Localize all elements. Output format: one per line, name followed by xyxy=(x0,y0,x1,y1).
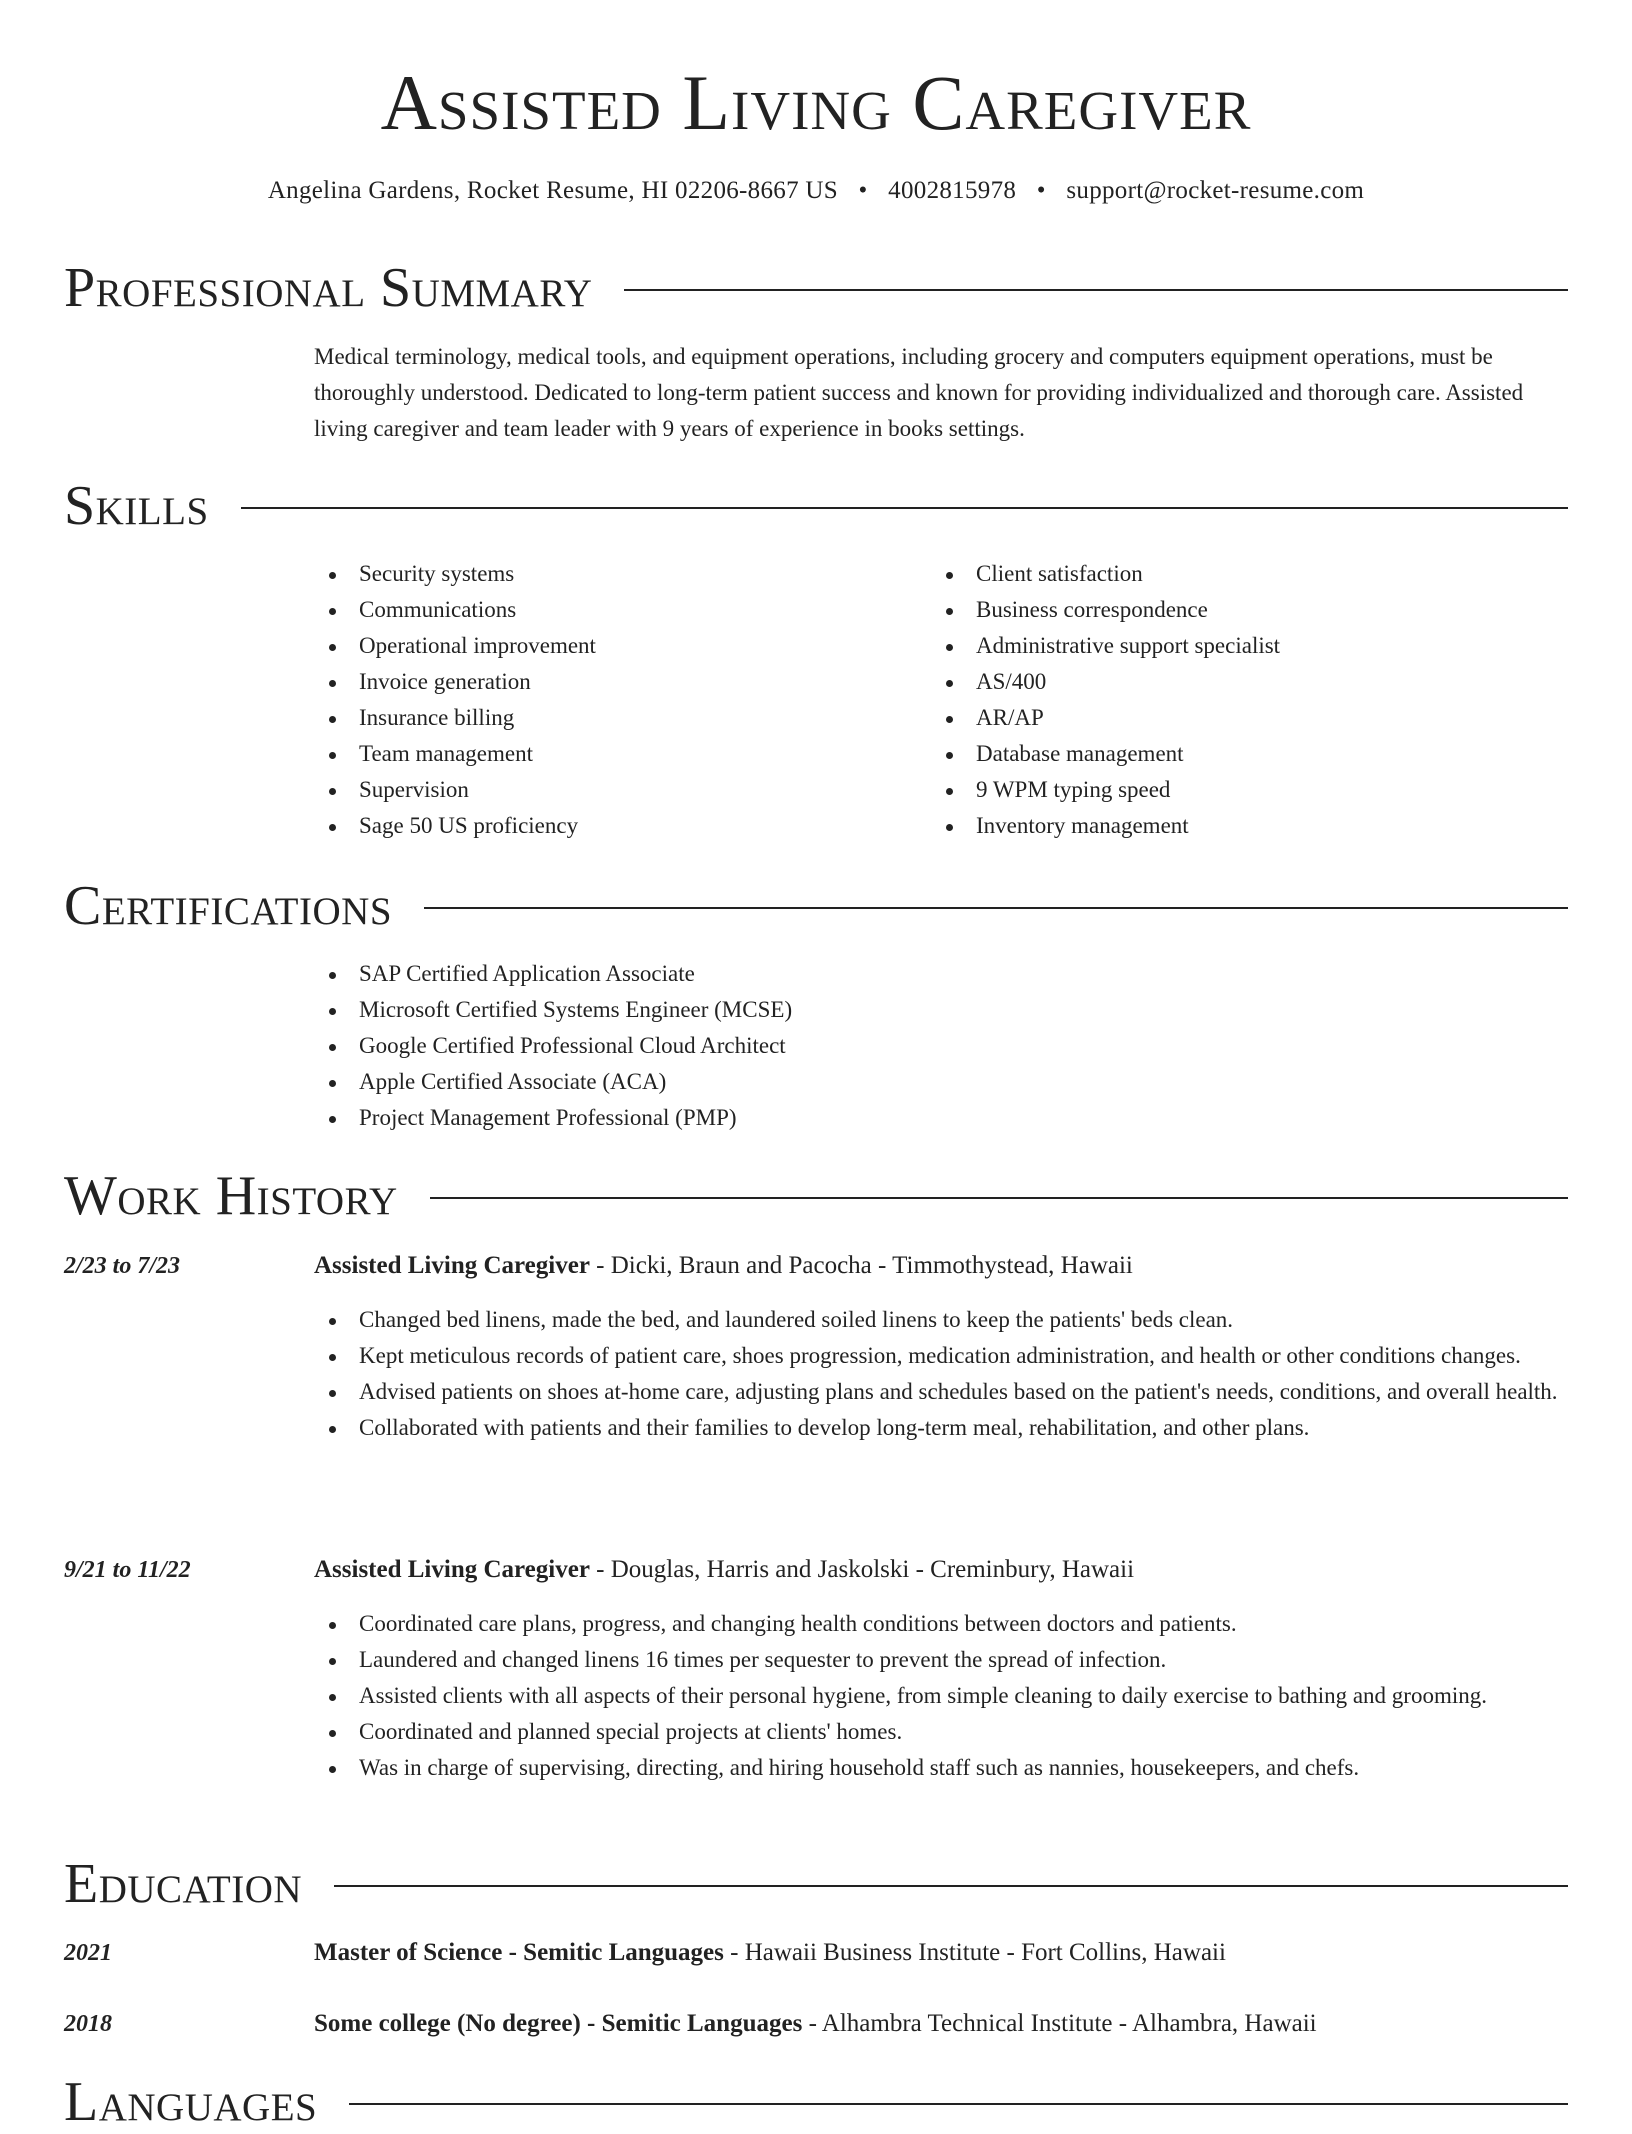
education-year: 2018 xyxy=(64,2011,112,2037)
certifications-section-header xyxy=(64,874,1568,938)
skill-item: Team management xyxy=(314,736,914,772)
certification-item: Google Certified Professional Cloud Architect xyxy=(314,1028,1568,1064)
education-entry xyxy=(314,1935,1226,1971)
job-dates: 9/21 to 11/22 xyxy=(64,1557,191,1583)
job-description xyxy=(314,1606,1568,1786)
job-title: Assisted Living Caregiver xyxy=(314,1556,590,1583)
skill-item: AS/400 xyxy=(931,664,1531,700)
contact-separator: • xyxy=(858,177,868,204)
work-section-header xyxy=(64,1164,1568,1228)
skill-item: Business correspondence xyxy=(931,592,1531,628)
skill-item: Inventory management xyxy=(931,808,1531,844)
skill-item: Client satisfaction xyxy=(931,556,1531,592)
skill-item: Invoice generation xyxy=(314,664,914,700)
job-bullets xyxy=(314,1606,1568,1786)
job-header xyxy=(314,1552,1134,1588)
job-header xyxy=(314,1248,1133,1284)
skill-item: Insurance billing xyxy=(314,700,914,736)
skill-item: Database management xyxy=(931,736,1531,772)
skill-item: Administrative support specialist xyxy=(931,628,1531,664)
education-degree: Some college (No degree) - Semitic Languages xyxy=(314,2010,803,2037)
skill-item: 9 WPM typing speed xyxy=(931,772,1531,808)
certification-item: Apple Certified Associate (ACA) xyxy=(314,1064,1568,1100)
resume-name: Assisted Living Caregiver xyxy=(380,59,1252,146)
section-divider xyxy=(430,1197,1568,1199)
job-bullet: Advised patients on shoes at-home care, adjusting plans and schedules based on the patient's needs, conditions, and overall health. xyxy=(314,1374,1568,1410)
section-divider xyxy=(624,289,1568,291)
section-title-work: Work History xyxy=(64,1165,398,1227)
section-divider xyxy=(349,2103,1568,2105)
job-description xyxy=(314,1302,1568,1446)
section-title-summary: Professional Summary xyxy=(64,257,593,319)
job-bullet: Assisted clients with all aspects of their personal hygiene, from simple cleaning to daily exercise to bathing and grooming. xyxy=(314,1678,1568,1714)
certification-item: SAP Certified Application Associate xyxy=(314,956,1568,992)
skill-item: Security systems xyxy=(314,556,914,592)
job-employer-location: - Dicki, Braun and Pacocha - Timmothystead, Hawaii xyxy=(589,1252,1133,1279)
education-school-location: - Alhambra Technical Institute - Alhambra, Hawaii xyxy=(802,2010,1317,2037)
skill-item: Sage 50 US proficiency xyxy=(314,808,914,844)
education-entry xyxy=(314,2006,1317,2042)
job-bullet: Was in charge of supervising, directing, and hiring household staff such as nannies, housekeepers, and chefs. xyxy=(314,1750,1568,1786)
skill-item: Communications xyxy=(314,592,914,628)
skill-item: Operational improvement xyxy=(314,628,914,664)
section-title-certifications: Certifications xyxy=(64,875,393,937)
certification-item: Microsoft Certified Systems Engineer (MCSE) xyxy=(314,992,1568,1028)
contact-line xyxy=(0,174,1632,208)
job-employer-location: - Douglas, Harris and Jaskolski - Creminbury, Hawaii xyxy=(589,1556,1135,1583)
skill-item: AR/AP xyxy=(931,700,1531,736)
certifications-list xyxy=(314,956,1568,1136)
contact-address: Angelina Gardens, Rocket Resume, HI 02206-8667 US xyxy=(267,177,838,204)
education-year: 2021 xyxy=(64,1940,112,1966)
skills-list-right xyxy=(931,556,1531,844)
skills-list-left xyxy=(314,556,914,844)
contact-phone: 4002815978 xyxy=(888,177,1017,204)
skills-section-header xyxy=(64,474,1568,538)
job-bullet: Coordinated and planned special projects at clients' homes. xyxy=(314,1714,1568,1750)
skill-item: Supervision xyxy=(314,772,914,808)
job-bullets xyxy=(314,1302,1568,1446)
languages-section-header xyxy=(64,2070,1568,2134)
summary-text: Medical terminology, medical tools, and equipment operations, including grocery and computers equipment operations, must be thoroughly understood. Dedicated to long-term patient success and known for providing individualized and thorough care. Assisted living caregiver and team leader with 9 years of experience in books settings. xyxy=(314,344,1524,441)
section-divider xyxy=(424,907,1568,909)
education-degree: Master of Science - Semitic Languages xyxy=(314,1939,724,1966)
job-bullet: Kept meticulous records of patient care, shoes progression, medication administration, and health or other conditions changes. xyxy=(314,1338,1568,1374)
job-bullet: Changed bed linens, made the bed, and laundered soiled linens to keep the patients' beds clean. xyxy=(314,1302,1568,1338)
job-bullet: Coordinated care plans, progress, and changing health conditions between doctors and patients. xyxy=(314,1606,1568,1642)
summary-section-header xyxy=(64,256,1568,320)
job-title: Assisted Living Caregiver xyxy=(314,1252,590,1279)
section-title-languages: Languages xyxy=(64,2071,318,2133)
section-divider xyxy=(241,507,1568,509)
contact-email: support@rocket-resume.com xyxy=(1066,177,1365,204)
job-bullet: Collaborated with patients and their families to develop long-term meal, rehabilitation, and other plans. xyxy=(314,1410,1568,1446)
section-divider xyxy=(334,1885,1568,1887)
job-bullet: Laundered and changed linens 16 times per sequester to prevent the spread of infection. xyxy=(314,1642,1568,1678)
contact-separator: • xyxy=(1036,177,1046,204)
education-section-header xyxy=(64,1852,1568,1916)
education-school-location: - Hawaii Business Institute - Fort Collins, Hawaii xyxy=(723,1939,1226,1966)
section-title-education: Education xyxy=(64,1853,303,1915)
certification-item: Project Management Professional (PMP) xyxy=(314,1100,1568,1136)
section-title-skills: Skills xyxy=(64,475,209,537)
job-dates: 2/23 to 7/23 xyxy=(64,1253,181,1279)
